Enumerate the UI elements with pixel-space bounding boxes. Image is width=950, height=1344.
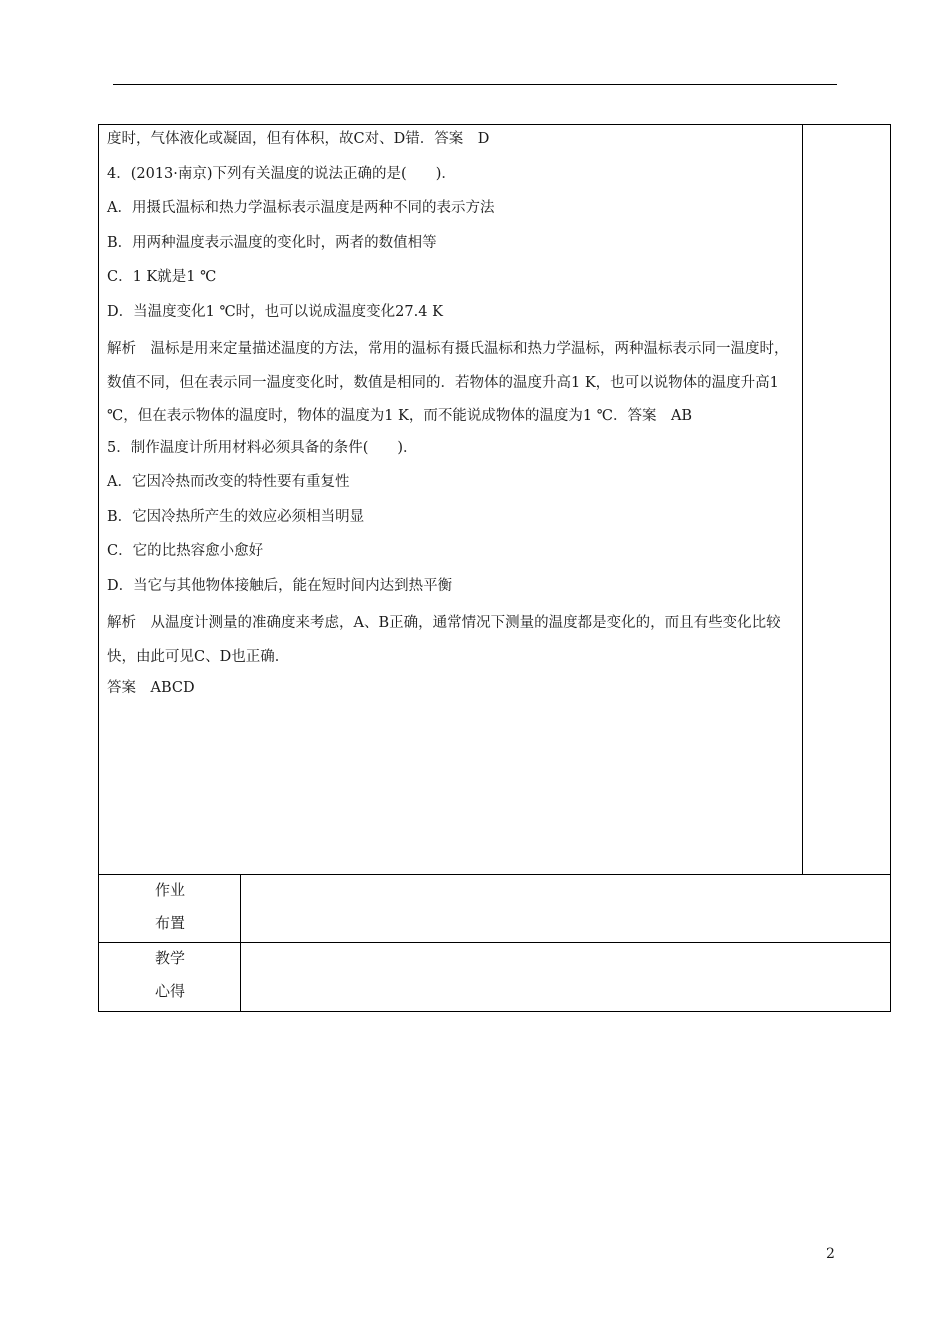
question-5-answer: 答案 ABCD	[107, 680, 195, 696]
table-border-left	[98, 124, 99, 1012]
homework-label-line-2: 布置	[154, 914, 185, 932]
label-column-divider	[240, 874, 241, 1012]
reflection-label-line-1: 教学	[154, 949, 185, 967]
question-4-option-c: C．1 K就是1 ℃	[107, 269, 217, 285]
page-number: 2	[826, 1246, 835, 1262]
homework-label-line-1: 作业	[154, 881, 185, 899]
question-5-option-b: B．它因冷热所产生的效应必须相当明显	[107, 508, 365, 525]
question-5-option-c: C．它的比热容愈小愈好	[107, 543, 264, 559]
question-5-stem: 5．制作温度计所用材料必须具备的条件( )．	[107, 439, 418, 456]
question-4-analysis: 解析 温标是用来定量描述温度的方法，常用的温标有摄氏温标和热力学温标，两种温标表示同一温度时，数值不同，但在表示同一温度变化时，数值是相同的．若物体的温度升高1 K，也可以说物体的温度升高1 ℃，但在表示物体的温度时，物体的温度为1 K，而不能说成物体的温度为1 ℃．答案 AB	[107, 341, 789, 424]
table-border-right	[890, 124, 891, 1012]
question-5-option-a: A．它因冷热而改变的特性要有重复性	[107, 474, 350, 490]
content-column-divider	[802, 124, 803, 875]
question-5-analysis: 解析 从温度计测量的准确度来考虑，A、B正确，通常情况下测量的温度都是变化的，而且有些变化比较快，由此可见C、D也正确．	[107, 615, 781, 665]
previous-answer-line: 度时，气体液化或凝固，但有体积，故C对、D错．答案 D	[107, 131, 490, 147]
question-4-option-d: D．当温度变化1 ℃时，也可以说成温度变化27.4 K	[107, 303, 443, 320]
table-border-bottom	[98, 1011, 891, 1012]
question-5-option-d: D．当它与其他物体接触后，能在短时间内达到热平衡	[107, 577, 453, 594]
question-4-stem: 4．(2013·南京)下列有关温度的说法正确的是( )．	[107, 165, 456, 182]
lesson-content	[107, 125, 797, 709]
question-4-option-b: B．用两种温度表示温度的变化时，两者的数值相等	[107, 234, 437, 251]
reflection-label-line-2: 心得	[154, 982, 185, 1000]
question-4-option-a: A．用摄氏温标和热力学温标表示温度是两种不同的表示方法	[107, 200, 495, 216]
header-rule	[113, 84, 837, 85]
